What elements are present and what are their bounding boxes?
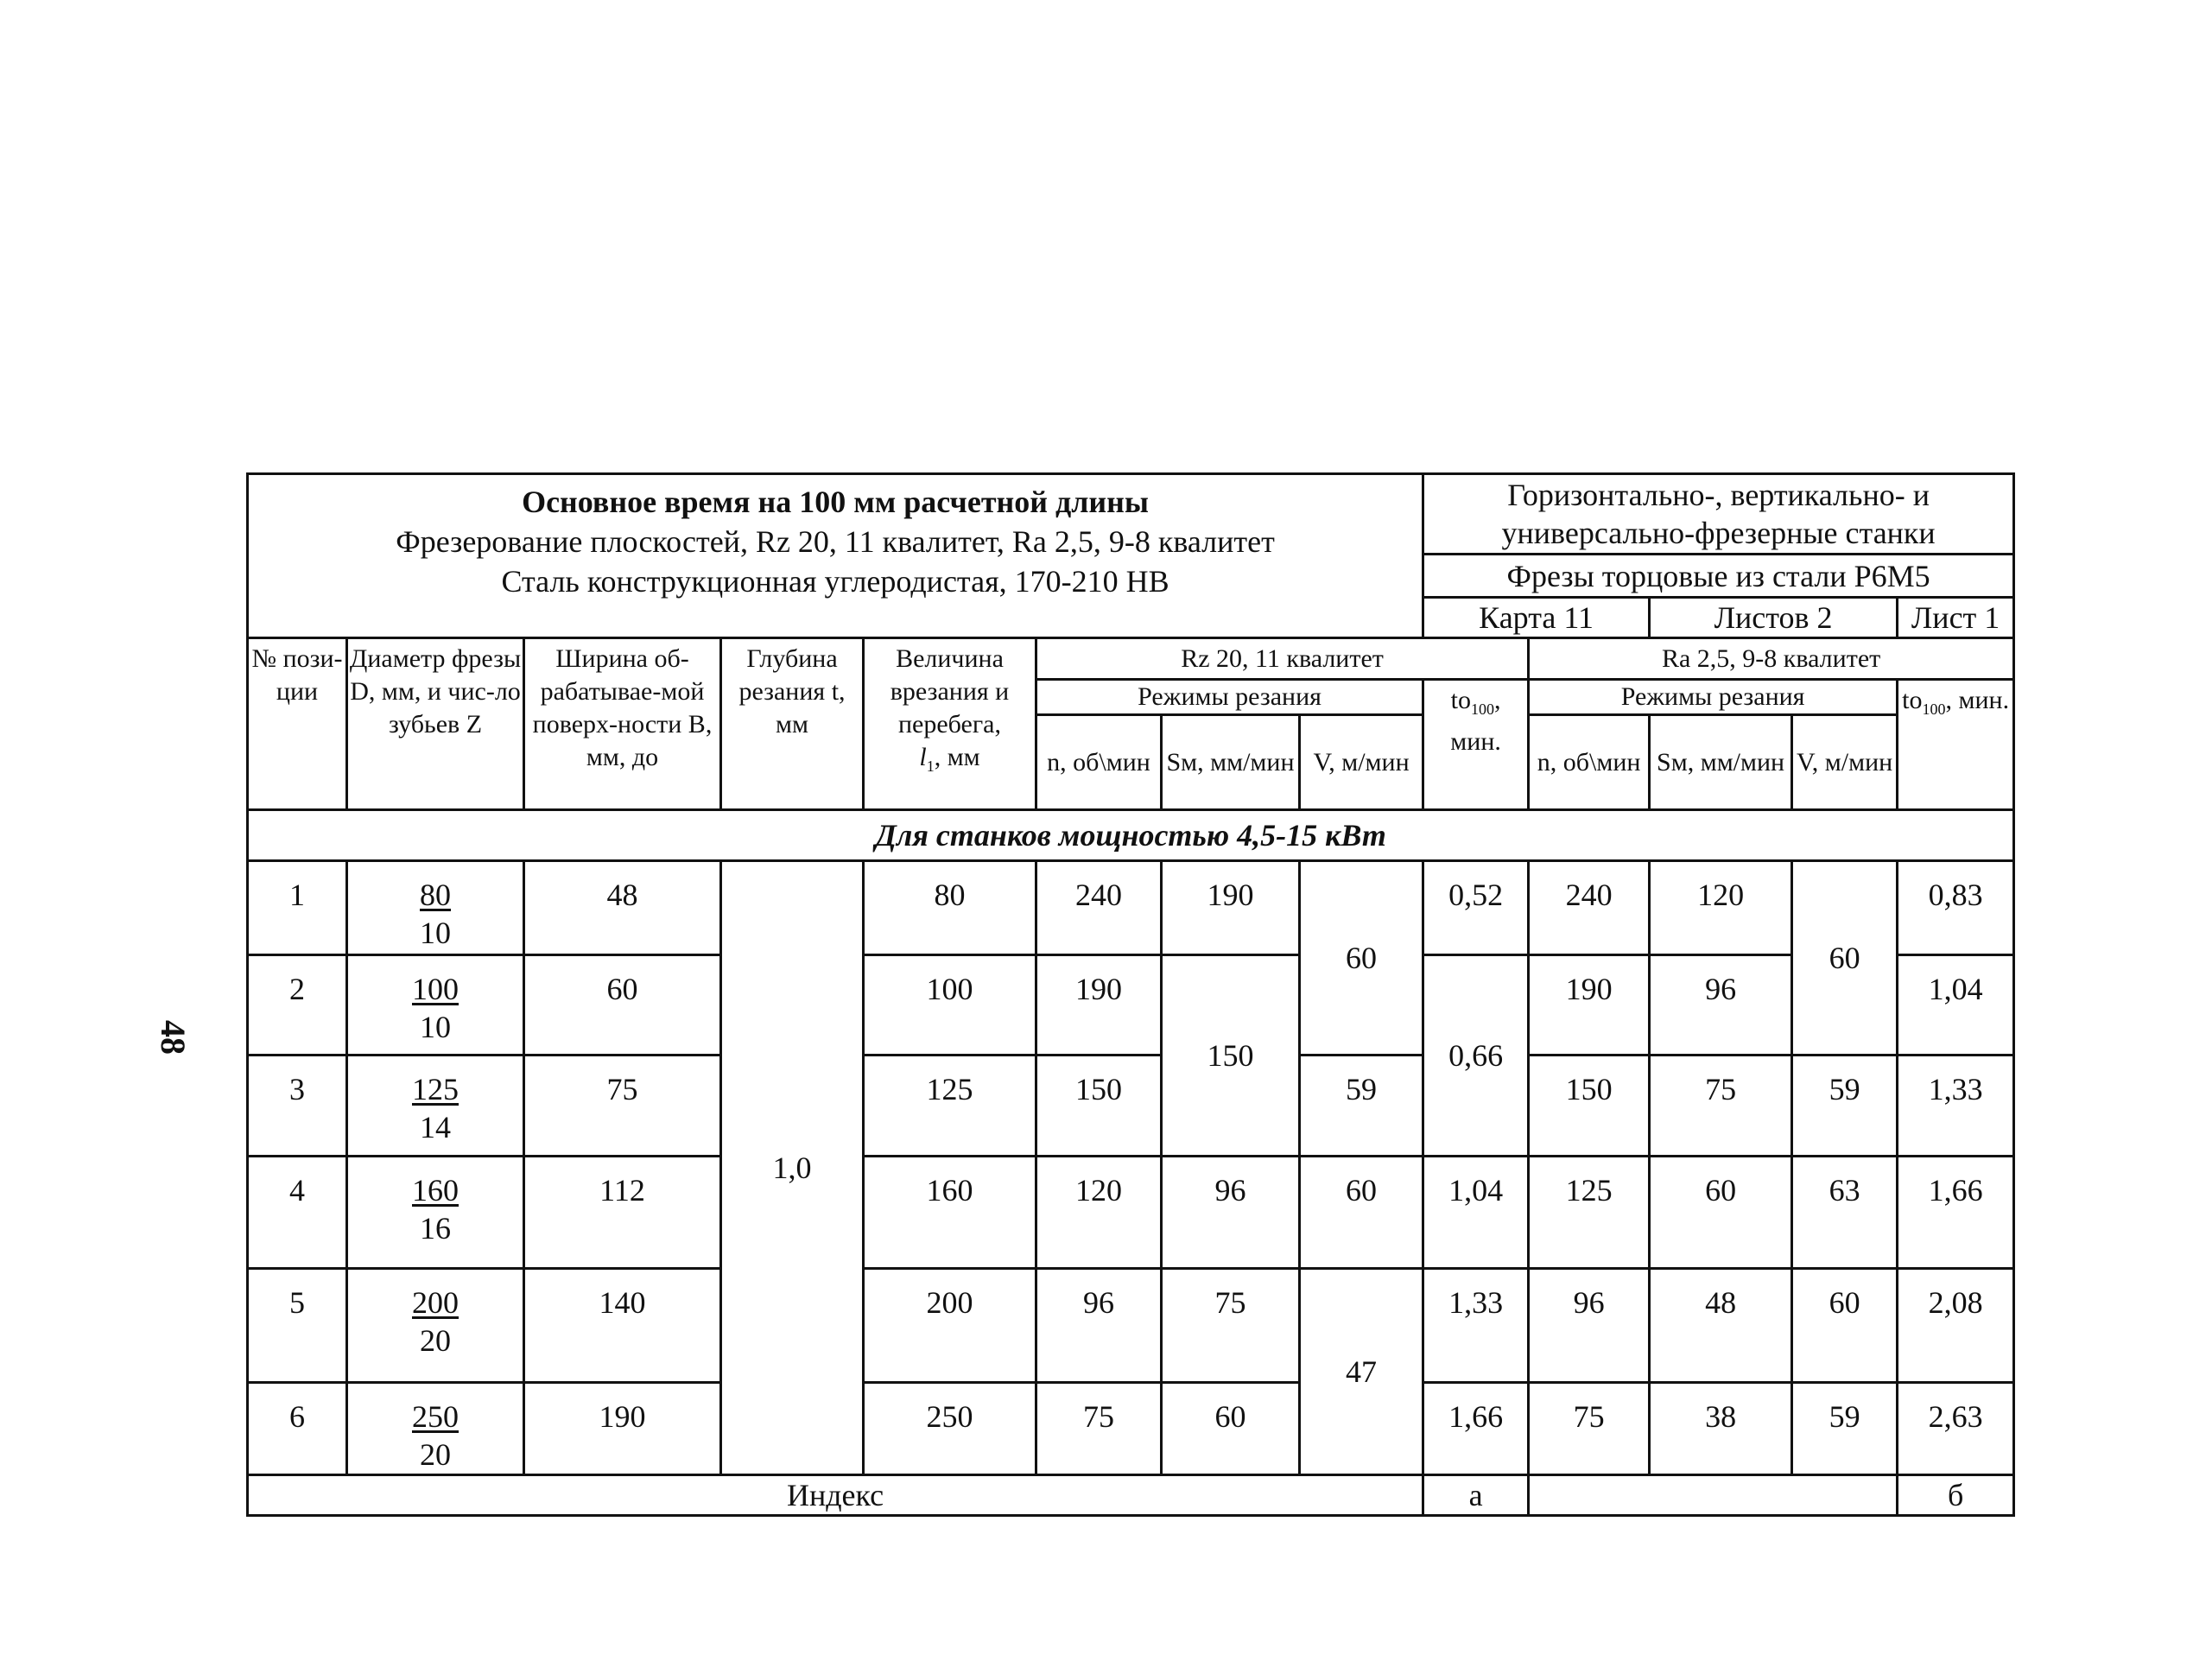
cell-to-ra: 0,83 — [1898, 861, 2014, 955]
cell-sm-rz-merged: 150 — [1162, 955, 1300, 1157]
header-depth: Глубина резания t, мм — [721, 638, 864, 810]
to-unit: , мин. — [1450, 686, 1501, 756]
teeth-count: 20 — [420, 1323, 451, 1358]
cell-sm-ra: 38 — [1650, 1383, 1792, 1475]
cell-sm-ra: 60 — [1650, 1157, 1792, 1269]
table-row — [248, 955, 2014, 1056]
cell-to-ra: 1,66 — [1898, 1157, 2014, 1269]
modes-ra: Режимы резания — [1529, 680, 1898, 715]
section-title: Для станков мощностью 4,5-15 кВт — [248, 810, 2014, 861]
diameter-value: 160 — [412, 1173, 459, 1208]
teeth-count: 10 — [420, 1010, 451, 1044]
cell-n-rz: 120 — [1036, 1157, 1162, 1269]
cell-overrun: 125 — [864, 1056, 1036, 1157]
cell-v-ra: 59 — [1792, 1383, 1898, 1475]
table-row — [248, 1383, 2014, 1475]
cell-v-ra: 60 — [1792, 1269, 1898, 1383]
cell-width: 48 — [524, 861, 721, 955]
header-v-rz: V, м/мин — [1300, 715, 1423, 810]
teeth-count: 14 — [420, 1110, 451, 1144]
cell-overrun: 160 — [864, 1157, 1036, 1269]
cell-width: 60 — [524, 955, 721, 1056]
cell-v-rz-merged: 60 — [1300, 861, 1423, 1056]
sheets-count: Листов 2 — [1650, 598, 1898, 638]
teeth-count: 16 — [420, 1211, 451, 1246]
cell-n-rz: 190 — [1036, 955, 1162, 1056]
cell-v-ra-merged: 60 — [1792, 861, 1898, 1056]
cell-sm-ra: 120 — [1650, 861, 1792, 955]
cell-diameter — [347, 861, 524, 955]
title-block — [248, 474, 1423, 638]
cell-v-rz: 60 — [1300, 1157, 1423, 1269]
cell-to-rz: 1,33 — [1423, 1269, 1529, 1383]
header-overrun-unit: , мм — [934, 743, 980, 771]
cell-pos: 3 — [248, 1056, 347, 1157]
cell-n-ra: 125 — [1529, 1157, 1650, 1269]
diameter-value: 250 — [412, 1399, 459, 1434]
header-width: Ширина об-рабатывае-мой поверх-ности В, мм, до — [524, 638, 721, 810]
table-row — [248, 1157, 2014, 1269]
cell-diameter — [347, 1157, 524, 1269]
cell-pos: 1 — [248, 861, 347, 955]
header-n-rz: n, об\мин — [1036, 715, 1162, 810]
table-title: Основное время на 100 мм расчетной длины — [522, 485, 1150, 519]
cell-n-rz: 240 — [1036, 861, 1162, 955]
cell-overrun: 80 — [864, 861, 1036, 955]
header-overrun — [864, 638, 1036, 810]
cutters-cell: Фрезы торцовые из стали Р6М5 — [1423, 555, 2014, 598]
cell-n-rz: 96 — [1036, 1269, 1162, 1383]
cell-overrun: 250 — [864, 1383, 1036, 1475]
header-v-ra: V, м/мин — [1792, 715, 1898, 810]
to-symbol: to — [1450, 686, 1472, 714]
cell-sm-ra: 96 — [1650, 955, 1792, 1056]
cell-to-ra: 1,33 — [1898, 1056, 2014, 1157]
modes-rz: Режимы резания — [1036, 680, 1423, 715]
page-number: 48 — [154, 1020, 193, 1055]
cell-to-rz-merged: 0,66 — [1423, 955, 1529, 1157]
cell-diameter — [347, 1269, 524, 1383]
diameter-value: 200 — [412, 1285, 459, 1320]
norms-table — [246, 472, 2015, 1517]
index-empty — [1529, 1475, 1898, 1516]
cell-overrun: 100 — [864, 955, 1036, 1056]
cell-sm-rz: 96 — [1162, 1157, 1300, 1269]
cell-pos: 2 — [248, 955, 347, 1056]
cell-pos: 4 — [248, 1157, 347, 1269]
table-row — [248, 1269, 2014, 1383]
sheet-number: Лист 1 — [1898, 598, 2014, 638]
to-subscript: 100 — [1471, 701, 1495, 718]
cell-v-ra: 59 — [1792, 1056, 1898, 1157]
index-b: б — [1898, 1475, 2014, 1516]
header-position: № пози-ции — [248, 638, 347, 810]
cell-n-ra: 190 — [1529, 955, 1650, 1056]
cell-sm-rz: 60 — [1162, 1383, 1300, 1475]
teeth-count: 20 — [420, 1437, 451, 1472]
cell-sm-rz: 75 — [1162, 1269, 1300, 1383]
cell-diameter — [347, 955, 524, 1056]
cell-diameter — [347, 1056, 524, 1157]
cell-width: 190 — [524, 1383, 721, 1475]
machines-cell: Горизонтально-, вертикально- и универсально-фрезерные станки — [1423, 474, 2014, 555]
group-ra: Ra 2,5, 9-8 квалитет — [1529, 638, 2014, 680]
header-n-ra: n, об\мин — [1529, 715, 1650, 810]
index-label: Индекс — [248, 1475, 1423, 1516]
cell-width: 75 — [524, 1056, 721, 1157]
index-a: а — [1423, 1475, 1529, 1516]
cell-sm-ra: 48 — [1650, 1269, 1792, 1383]
cell-v-ra: 63 — [1792, 1157, 1898, 1269]
cell-n-rz: 150 — [1036, 1056, 1162, 1157]
header-overrun-text: Величина врезания и перебега, — [890, 644, 1010, 739]
header-sm-ra: Sм, мм/мин — [1650, 715, 1792, 810]
table-subtitle: Фрезерование плоскостей, Rz 20, 11 квалитет, Ra 2,5, 9-8 квалитет — [396, 524, 1275, 559]
cell-n-ra: 240 — [1529, 861, 1650, 955]
cell-to-ra: 2,08 — [1898, 1269, 2014, 1383]
cell-to-ra: 2,63 — [1898, 1383, 2014, 1475]
cell-to-ra: 1,04 — [1898, 955, 2014, 1056]
cell-n-ra: 96 — [1529, 1269, 1650, 1383]
cell-to-rz: 0,52 — [1423, 861, 1529, 955]
diameter-value: 125 — [412, 1072, 459, 1106]
cell-width: 140 — [524, 1269, 721, 1383]
diameter-value: 80 — [420, 878, 451, 912]
header-sm-rz: Sм, мм/мин — [1162, 715, 1300, 810]
diameter-value: 100 — [412, 972, 459, 1006]
cell-n-ra: 75 — [1529, 1383, 1650, 1475]
cell-n-ra: 150 — [1529, 1056, 1650, 1157]
cell-to-rz: 1,66 — [1423, 1383, 1529, 1475]
cell-pos: 5 — [248, 1269, 347, 1383]
cell-pos: 6 — [248, 1383, 347, 1475]
header-to-rz — [1423, 680, 1529, 810]
cell-sm-ra: 75 — [1650, 1056, 1792, 1157]
table-row — [248, 1056, 2014, 1157]
header-overrun-symbol: l — [919, 743, 927, 771]
to-subscript: 100 — [1922, 701, 1946, 718]
cell-diameter — [347, 1383, 524, 1475]
card-number: Карта 11 — [1423, 598, 1650, 638]
header-diameter: Диаметр фрезы D, мм, и чис-ло зубьев Z — [347, 638, 524, 810]
cell-depth-merged: 1,0 — [721, 861, 864, 1475]
cell-v-rz: 59 — [1300, 1056, 1423, 1157]
header-overrun-subscript: 1 — [926, 758, 935, 775]
material-line: Сталь конструкционная углеродистая, 170-210 НВ — [501, 564, 1169, 599]
table-row — [248, 861, 2014, 955]
group-rz: Rz 20, 11 квалитет — [1036, 638, 1529, 680]
cell-overrun: 200 — [864, 1269, 1036, 1383]
cell-to-rz: 1,04 — [1423, 1157, 1529, 1269]
to-symbol: to — [1902, 686, 1923, 714]
cell-n-rz: 75 — [1036, 1383, 1162, 1475]
teeth-count: 10 — [420, 916, 451, 950]
to-unit: , мин. — [1945, 686, 2010, 714]
header-to-ra — [1898, 680, 2014, 810]
cell-width: 112 — [524, 1157, 721, 1269]
cell-sm-rz: 190 — [1162, 861, 1300, 955]
cell-v-rz-merged: 47 — [1300, 1269, 1423, 1475]
